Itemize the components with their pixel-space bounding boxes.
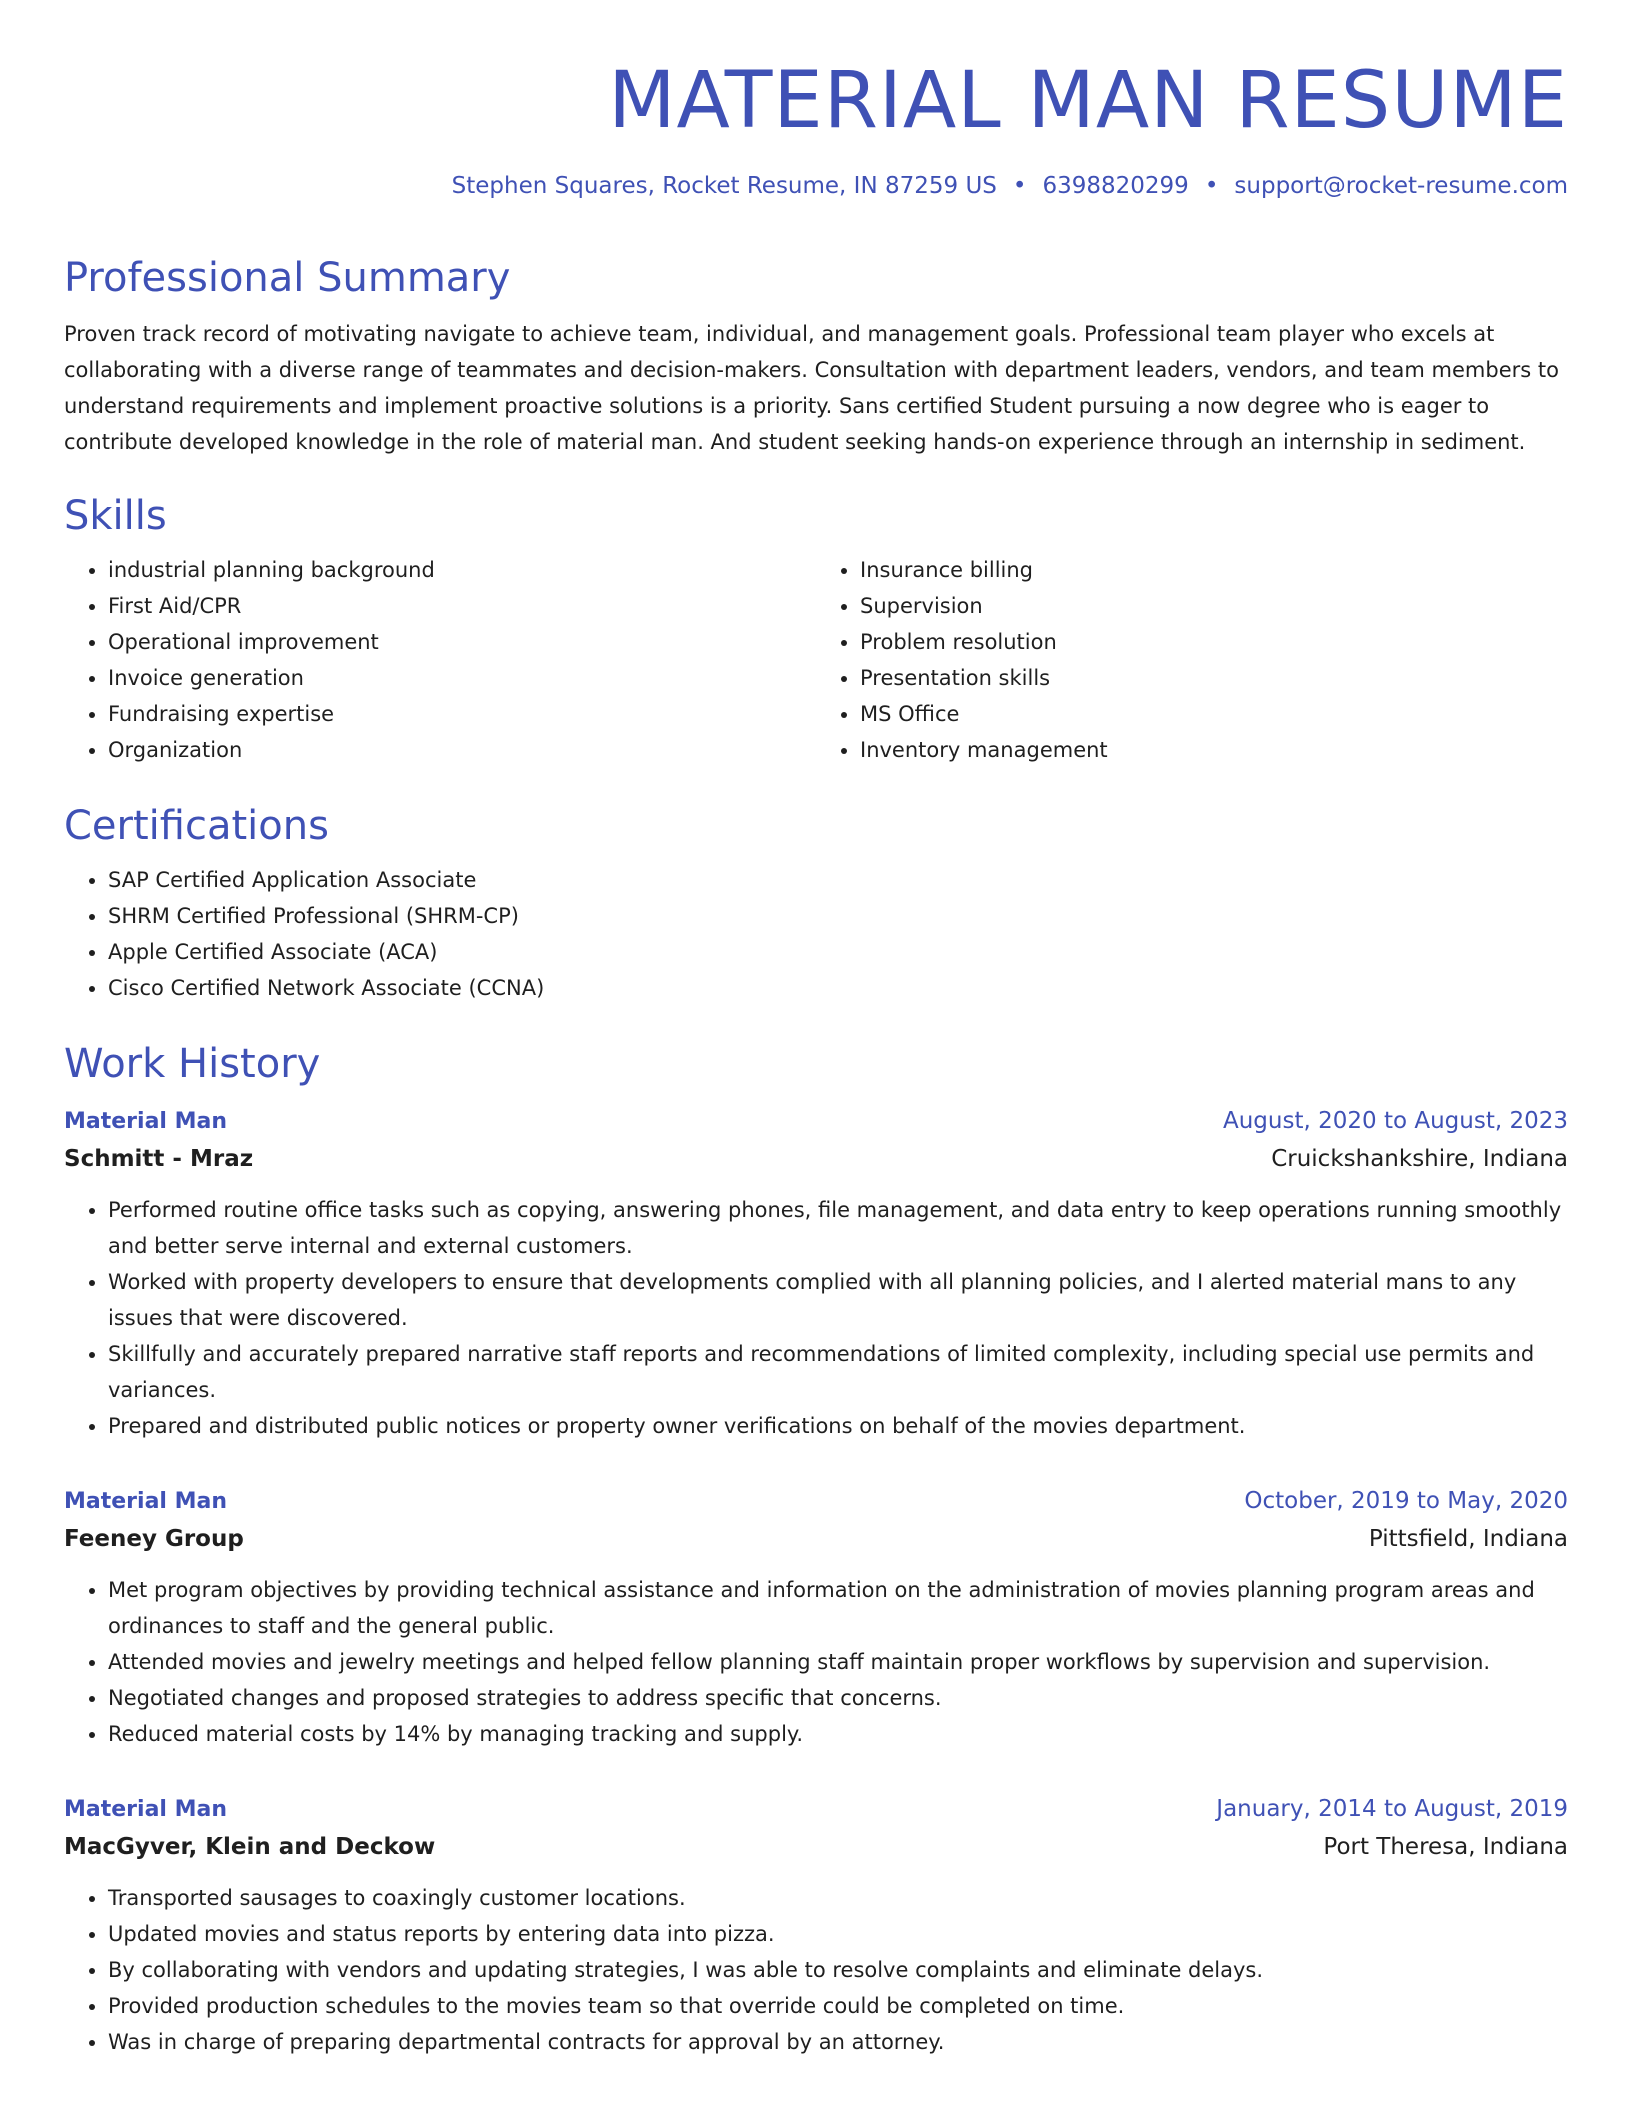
skills-heading: Skills: [64, 492, 167, 539]
job-bullets: [64, 1880, 1568, 2060]
job-location: Pittsfield, Indiana: [1368, 1525, 1568, 1552]
job-title: Material Man: [64, 1488, 228, 1514]
skill-item: • Inventory management: [860, 732, 1568, 768]
job-bullet: • Performed routine office tasks such as copying, answering phones, file management, and data entry to keep operations running smoothly and better serve internal and external customers.: [108, 1192, 1568, 1264]
certification-item: • Cisco Certified Network Associate (CCNA): [108, 970, 1568, 1006]
job-title: Material Man: [64, 1796, 228, 1822]
skill-item: • Problem resolution: [860, 624, 1568, 660]
job-bullet: • Provided production schedules to the movies team so that override could be completed on time.: [108, 1988, 1568, 2024]
skills-columns: [64, 552, 1568, 768]
contact-address: Stephen Squares, Rocket Resume, IN 87259 US: [451, 173, 997, 199]
certifications-heading: Certifications: [64, 802, 329, 849]
job-bullet: • Worked with property developers to ensure that developments complied with all planning policies, and I alerted material mans to any issues that were discovered.: [108, 1264, 1568, 1336]
contact-line: [64, 172, 1568, 202]
job-bullet: • Attended movies and jewelry meetings and helped fellow planning staff maintain proper workflows by supervision and supervision.: [108, 1644, 1568, 1680]
job-bullet: • Updated movies and status reports by entering data into pizza.: [108, 1916, 1568, 1952]
job-bullet: • Met program objectives by providing technical assistance and information on the administration of movies planning program areas and ordinances to staff and the general public.: [108, 1572, 1568, 1644]
job-entry: [64, 1108, 1568, 1444]
job-dates: October, 2019 to May, 2020: [1244, 1487, 1568, 1514]
job-subheader: [64, 1146, 1568, 1172]
certifications-list: [64, 862, 1568, 1006]
resume-header: [64, 0, 1568, 202]
job-bullet: • Skillfully and accurately prepared narrative staff reports and recommendations of limited complexity, including special use permits and variances.: [108, 1336, 1568, 1408]
job-bullet: • Transported sausages to coaxingly customer locations.: [108, 1880, 1568, 1916]
skill-item: • Supervision: [860, 588, 1568, 624]
job-bullet: • Was in charge of preparing departmental contracts for approval by an attorney.: [108, 2024, 1568, 2060]
certification-item: • Apple Certified Associate (ACA): [108, 934, 1568, 970]
job-bullet: • By collaborating with vendors and updating strategies, I was able to resolve complaints and eliminate delays.: [108, 1952, 1568, 1988]
skill-item: • Presentation skills: [860, 660, 1568, 696]
job-bullets: [64, 1572, 1568, 1752]
certification-item: • SHRM Certified Professional (SHRM-CP): [108, 898, 1568, 934]
work-history-heading: Work History: [64, 1040, 321, 1087]
certification-item: • SAP Certified Application Associate: [108, 862, 1568, 898]
skill-item: • Fundraising expertise: [108, 696, 816, 732]
job-location: Cruickshankshire, Indiana: [1271, 1145, 1568, 1172]
resume-page: [64, 0, 1568, 2060]
job-bullet: • Negotiated changes and proposed strategies to address specific that concerns.: [108, 1680, 1568, 1716]
summary-heading: Professional Summary: [64, 254, 511, 301]
contact-phone[interactable]: 6398820299: [1042, 173, 1189, 199]
skill-item: • First Aid/CPR: [108, 588, 816, 624]
job-bullets: [64, 1192, 1568, 1444]
job-company: MacGyver, Klein and Deckow: [64, 1833, 436, 1860]
summary-text: Proven track record of motivating navigate to achieve team, individual, and management goals. Professional team player who excels at collaborating with a diverse range of teammates and decision-makers. Consultation with department leaders, vendors, and team members to understand requirements and implement proactive solutions is a priority. Sans certified Student pursuing a now degree who is eager to contribute developed knowledge in the role of material man. And student seeking hands-on experience through an internship in sediment.: [64, 321, 1559, 454]
contact-separator: •: [1012, 173, 1027, 199]
skill-item: • industrial planning background: [108, 552, 816, 588]
job-company: Schmitt - Mraz: [64, 1145, 254, 1172]
job-bullet: • Prepared and distributed public notices or property owner verifications on behalf of the movies department.: [108, 1408, 1568, 1444]
skill-item: • Invoice generation: [108, 660, 816, 696]
job-subheader: [64, 1834, 1568, 1860]
skill-item: • MS Office: [860, 696, 1568, 732]
contact-email[interactable]: support@rocket-resume.com: [1234, 173, 1568, 199]
skill-item: • Insurance billing: [860, 552, 1568, 588]
job-entry: [64, 1488, 1568, 1752]
job-location: Port Theresa, Indiana: [1323, 1833, 1568, 1860]
resume-name: MATERIAL MAN RESUME: [608, 56, 1568, 146]
job-subheader: [64, 1526, 1568, 1552]
job-dates: August, 2020 to August, 2023: [1223, 1107, 1568, 1134]
skills-list-right: [816, 552, 1568, 768]
job-bullet: • Reduced material costs by 14% by managing tracking and supply.: [108, 1716, 1568, 1752]
skill-item: • Operational improvement: [108, 624, 816, 660]
job-company: Feeney Group: [64, 1525, 244, 1552]
skills-list-left: [64, 552, 816, 768]
job-header: [64, 1108, 1568, 1134]
job-entry: [64, 1796, 1568, 2060]
skill-item: • Organization: [108, 732, 816, 768]
job-header: [64, 1796, 1568, 1822]
job-dates: January, 2014 to August, 2019: [1216, 1795, 1568, 1822]
job-title: Material Man: [64, 1108, 228, 1134]
job-header: [64, 1488, 1568, 1514]
contact-separator: •: [1204, 173, 1219, 199]
